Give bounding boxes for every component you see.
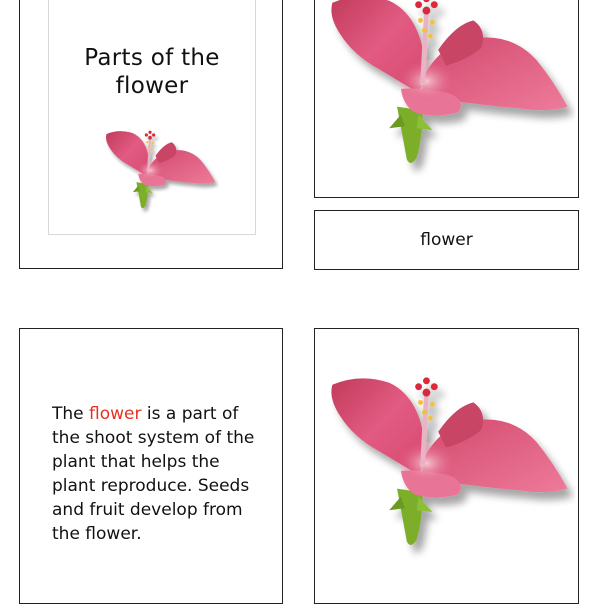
flower-image <box>101 128 219 220</box>
definition-lead: The <box>52 404 90 424</box>
flower-image <box>319 373 577 569</box>
definition-term: flower <box>89 404 142 424</box>
cover-title-line-1: Parts of the <box>84 45 220 71</box>
cover-card <box>19 0 283 269</box>
definition-rest: is a part of the shoot system of the plant that helps the plant reproduce. Seeds and fruit develop from the flower. <box>52 404 255 544</box>
picture-card <box>314 0 579 198</box>
cover-title-line-2: flower <box>115 73 189 99</box>
flower-image <box>319 0 577 187</box>
cover-title <box>49 44 255 100</box>
definition-card <box>19 328 283 604</box>
label-text: flower <box>420 230 473 250</box>
label-card <box>314 210 579 270</box>
picture-card <box>314 328 579 604</box>
cover-inner-frame <box>48 0 256 235</box>
definition-text <box>52 402 262 546</box>
